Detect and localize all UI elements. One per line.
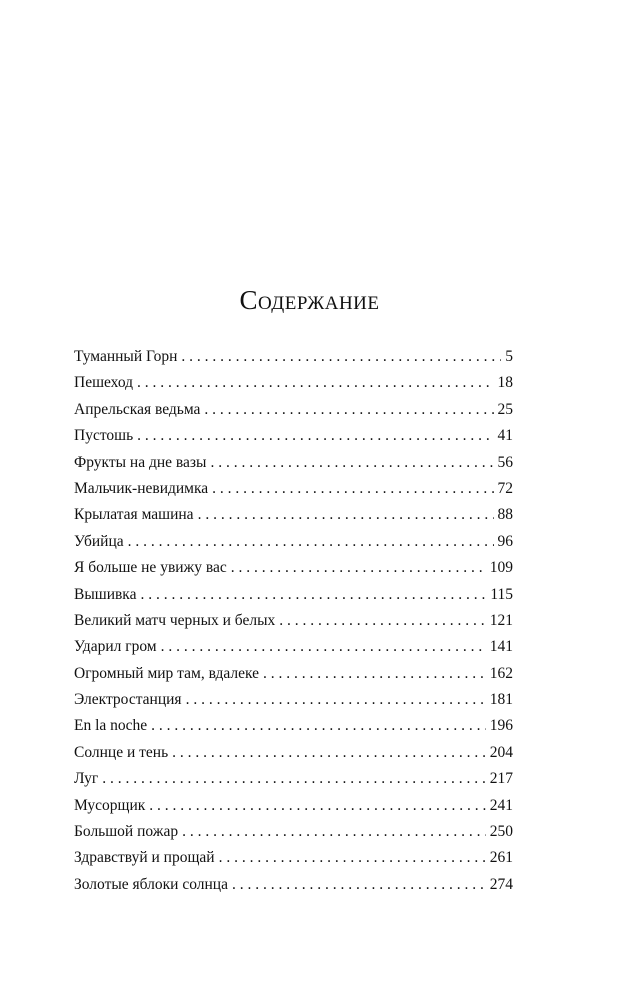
toc-entry: [74, 529, 513, 555]
toc-entry-title: Луг: [74, 770, 99, 788]
toc-entry: [74, 766, 513, 792]
dot-leader: [137, 423, 493, 449]
toc-entry-page: 115: [490, 585, 513, 603]
toc-entry-page: 72: [497, 479, 513, 497]
toc-entry-page: 204: [489, 743, 513, 761]
toc-entry: [74, 634, 513, 660]
dot-leader: [181, 344, 501, 370]
dot-leader: [151, 713, 486, 739]
toc-entry-title: Апрельская ведьма: [74, 400, 201, 418]
toc-entry-title: Мусорщик: [74, 796, 146, 814]
dot-leader: [232, 872, 486, 898]
toc-entry: [74, 582, 513, 608]
toc-entry-page: 109: [489, 559, 513, 577]
dot-leader: [204, 397, 493, 423]
toc-entry-page: 141: [489, 638, 513, 656]
toc-entry-title: Великий матч черных и белых: [74, 611, 276, 629]
toc-entry-page: 250: [489, 823, 513, 841]
toc-entry: [74, 555, 513, 581]
toc-entry: [74, 740, 513, 766]
toc-entry-page: 196: [489, 717, 513, 735]
toc-entry-title: Электростанция: [74, 691, 182, 709]
dot-leader: [263, 661, 486, 687]
toc-entry-page: 5: [505, 348, 513, 365]
toc-entry-title: Фрукты на дне вазы: [74, 453, 207, 471]
toc-entry-title: Золотые яблоки солнца: [74, 875, 228, 893]
toc-entry-title: Пустошь: [74, 427, 134, 445]
toc-entry: [74, 845, 513, 871]
toc-entry-page: 56: [497, 453, 513, 471]
toc-entry-title: Пешеход: [74, 374, 134, 392]
toc-entry-title: Огромный мир там, вдалеке: [74, 664, 260, 682]
toc-entry-page: 261: [489, 849, 513, 867]
dot-leader: [137, 370, 493, 396]
toc-entry: [74, 872, 513, 898]
toc-entry-page: 25: [497, 400, 513, 418]
toc-entry-page: 162: [489, 664, 513, 682]
toc-entry-page: 88: [497, 506, 513, 524]
toc-entry: [74, 793, 513, 819]
toc-entry-title: Ударил гром: [74, 638, 157, 656]
toc-entry: [74, 687, 513, 713]
dot-leader: [140, 582, 486, 608]
toc-entry-title: Убийца: [74, 532, 124, 550]
dot-leader: [212, 476, 493, 502]
dot-leader: [210, 450, 493, 476]
dot-leader: [161, 634, 486, 660]
toc-entry-title: Крылатая машина: [74, 506, 194, 524]
dot-leader: [186, 687, 486, 713]
toc-entry-title: Большой пожар: [74, 823, 179, 841]
table-of-contents: [74, 344, 513, 898]
dot-leader: [102, 766, 486, 792]
dot-leader: [231, 555, 486, 581]
dot-leader: [149, 793, 485, 819]
dot-leader: [279, 608, 485, 634]
toc-entry: [74, 423, 513, 449]
dot-leader: [182, 819, 486, 845]
toc-entry: [74, 713, 513, 739]
toc-entry: [74, 397, 513, 423]
toc-entry-page: 41: [497, 427, 513, 445]
toc-entry-title: Мальчик-невидимка: [74, 479, 209, 497]
toc-entry-page: 181: [489, 691, 513, 709]
dot-leader: [198, 502, 494, 528]
toc-entry-title: Я больше не увижу вас: [74, 559, 227, 577]
toc-entry: [74, 450, 513, 476]
toc-entry-title: Здравствуй и прощай: [74, 849, 215, 867]
toc-entry-title: Вышивка: [74, 585, 137, 603]
toc-entry: [74, 476, 513, 502]
toc-entry-title: En la noche: [74, 717, 148, 735]
toc-entry: [74, 608, 513, 634]
toc-entry-page: 241: [489, 796, 513, 814]
page-title: Содержание: [239, 285, 380, 315]
dot-leader: [128, 529, 494, 555]
dot-leader: [219, 845, 486, 871]
toc-entry: [74, 344, 513, 370]
toc-entry-title: Туманный Горн: [74, 348, 178, 365]
toc-entry: [74, 370, 513, 396]
dot-leader: [172, 740, 486, 766]
toc-entry-page: 96: [497, 532, 513, 550]
toc-entry-page: 121: [489, 611, 513, 629]
toc-entry-title: Солнце и тень: [74, 743, 169, 761]
toc-entry-page: 274: [489, 875, 513, 893]
toc-entry: [74, 661, 513, 687]
toc-entry-page: 18: [497, 374, 513, 392]
toc-entry: [74, 819, 513, 845]
toc-entry: [74, 502, 513, 528]
toc-entry-page: 217: [489, 770, 513, 788]
